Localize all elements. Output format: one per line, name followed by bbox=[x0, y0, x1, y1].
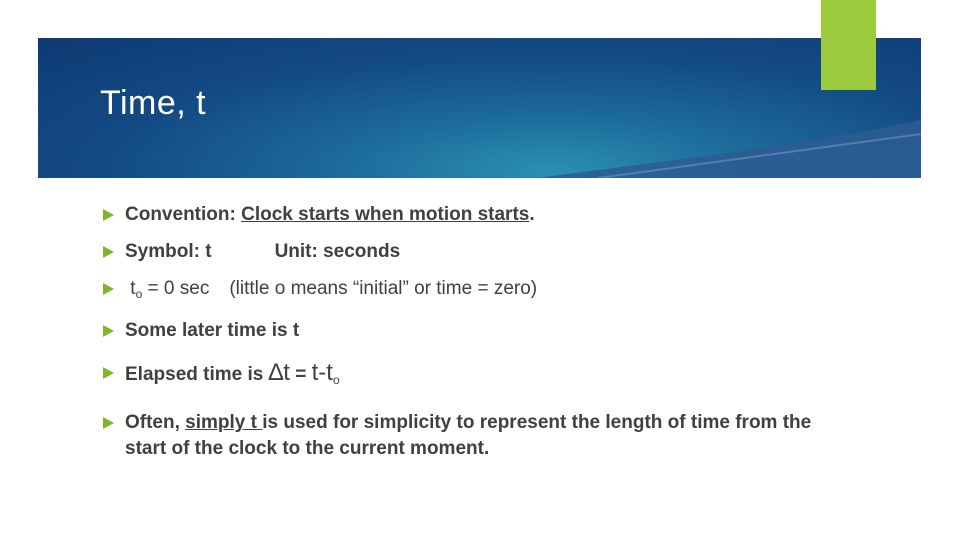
later-time-text: Some later time is t bbox=[125, 320, 300, 341]
convention-label: Convention: bbox=[125, 204, 242, 225]
elapsed-label: Elapsed time is bbox=[125, 364, 269, 385]
t-symbol: t bbox=[130, 278, 136, 299]
elapsed-expr: t-t bbox=[311, 359, 333, 386]
often-rest: is used for simplicity to represent the length of time from the start of the clock to the current moment. bbox=[125, 412, 812, 459]
bullet-often bbox=[103, 410, 823, 462]
bullet-symbol bbox=[103, 239, 823, 265]
bullet-convention bbox=[103, 202, 823, 228]
bullet-arrow-icon bbox=[103, 325, 114, 337]
often-underlined: simply t bbox=[185, 412, 263, 433]
bullet-arrow-icon bbox=[103, 367, 114, 379]
symbol-text: Symbol: t bbox=[125, 241, 212, 262]
bullet-arrow-icon bbox=[103, 246, 114, 258]
bullet-arrow-icon bbox=[103, 417, 114, 429]
often-label: Often, bbox=[125, 412, 186, 433]
initial-note: (little o means “initial” or time = zero) bbox=[229, 278, 538, 299]
bullet-later-time bbox=[103, 318, 823, 344]
t-subscript: o bbox=[135, 287, 143, 301]
equals-sign: = bbox=[289, 364, 312, 385]
slide-title: Time, t bbox=[100, 84, 207, 122]
bullet-elapsed-time bbox=[103, 360, 823, 393]
delta-t: ∆t bbox=[268, 359, 290, 386]
convention-text: Clock starts when motion starts bbox=[241, 204, 530, 225]
bullet-arrow-icon bbox=[103, 283, 114, 295]
bullet-initial-time bbox=[103, 276, 823, 307]
elapsed-subscript: o bbox=[332, 373, 340, 387]
bullet-list bbox=[103, 202, 823, 462]
convention-period: . bbox=[529, 204, 535, 225]
accent-bar bbox=[821, 0, 876, 90]
t-value: = 0 sec bbox=[142, 278, 210, 299]
unit-text: Unit: seconds bbox=[274, 241, 401, 262]
bullet-arrow-icon bbox=[103, 209, 114, 221]
